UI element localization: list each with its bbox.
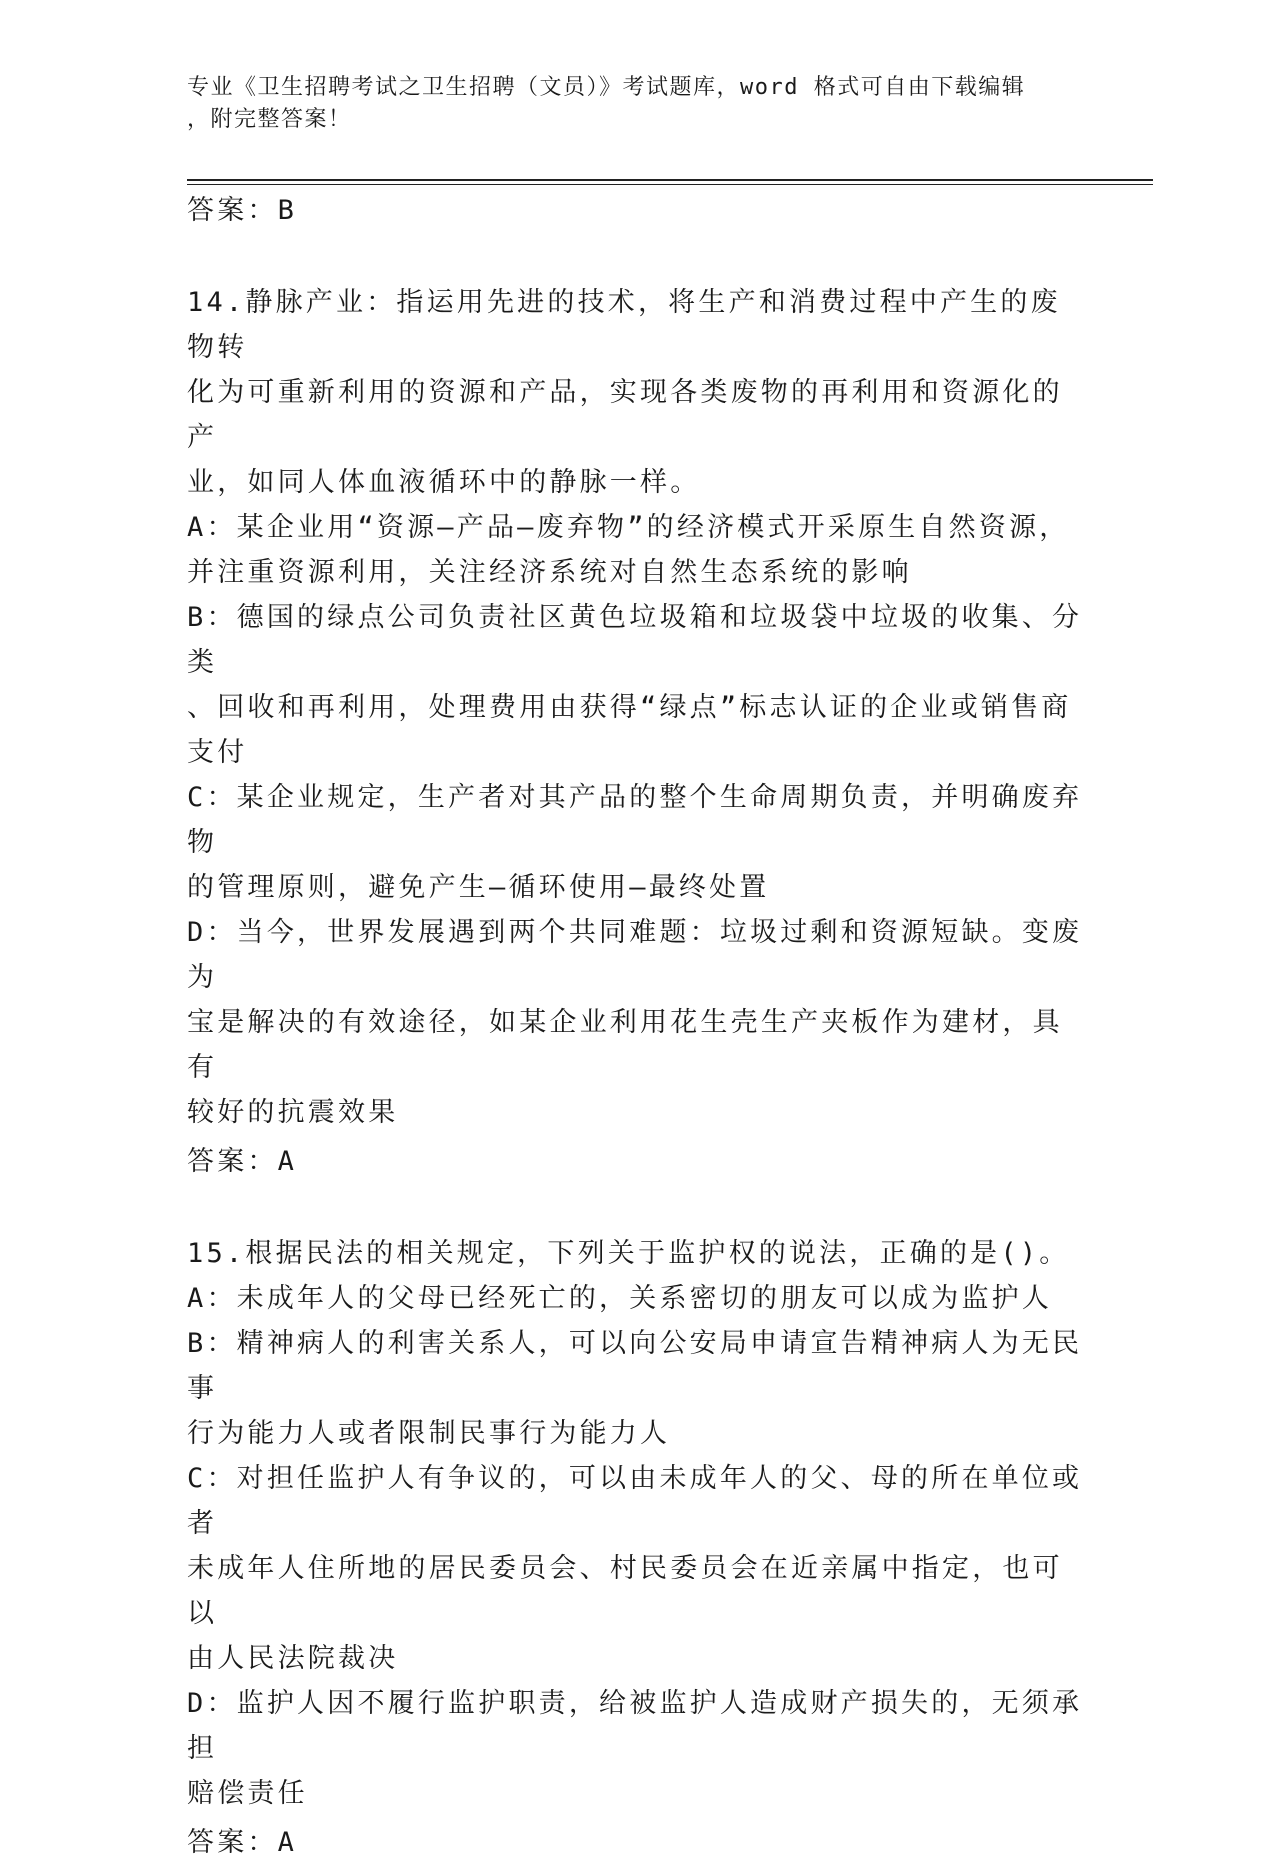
text-line: 宝是解决的有效途径，如某企业利用花生壳生产夹板作为建材，具有 (187, 1007, 1063, 1083)
document-header (187, 72, 1087, 136)
question-14-option-c (187, 775, 1087, 910)
question-14-option-a (187, 505, 1087, 595)
text-line: B：德国的绿点公司负责社区黄色垃圾箱和垃圾袋中垃圾的收集、分类 (187, 602, 1083, 678)
text-line: 15.根据民法的相关规定，下列关于监护权的说法，正确的是()。 (187, 1238, 1070, 1269)
text-line: 行为能力人或者限制民事行为能力人 (187, 1418, 671, 1449)
text-line: B：精神病人的利害关系人，可以向公安局申请宣告精神病人为无民事 (187, 1328, 1083, 1404)
text-line: 、回收和再利用，处理费用由获得“绿点”标志认证的企业或销售商 (187, 692, 1072, 723)
question-14-option-d (187, 910, 1087, 1135)
text-line: D：监护人因不履行监护职责，给被监护人造成财产损失的，无须承担 (187, 1688, 1083, 1764)
text-line: 的管理原则，避免产生—循环使用—最终处置 (187, 872, 770, 903)
answer-15: 答案：A (187, 1827, 298, 1858)
text-line: 由人民法院裁决 (187, 1643, 399, 1674)
question-15 (187, 1231, 1087, 1866)
header-line-2: ，附完整答案！ (187, 107, 352, 132)
text-line: 14.静脉产业：指运用先进的技术，将生产和消费过程中产生的废物转 (187, 287, 1061, 363)
question-14-stem (187, 280, 1087, 505)
question-15-option-a (187, 1276, 1087, 1321)
header-line-1: 专业《卫生招聘考试之卫生招聘（文员）》考试题库，word 格式可自由下载编辑 (187, 75, 1026, 100)
text-line: 较好的抗震效果 (187, 1097, 399, 1128)
header-rule-thick (187, 179, 1153, 181)
text-line: D：当今，世界发展遇到两个共同难题：垃圾过剩和资源短缺。变废为 (187, 917, 1083, 993)
question-15-stem (187, 1231, 1087, 1276)
question-15-option-b (187, 1321, 1087, 1456)
answer-14: 答案：A (187, 1146, 298, 1177)
text-line: 支付 (187, 737, 248, 768)
question-15-option-c (187, 1456, 1087, 1681)
text-line: A：未成年人的父母已经死亡的，关系密切的朋友可以成为监护人 (187, 1283, 1053, 1314)
text-line: 化为可重新利用的资源和产品，实现各类废物的再利用和资源化的产 (187, 377, 1063, 453)
text-line: 业，如同人体血液循环中的静脉一样。 (187, 467, 701, 498)
text-line: A：某企业用“资源—产品—废弃物”的经济模式开采原生自然资源， (187, 512, 1070, 543)
text-line: C：某企业规定，生产者对其产品的整个生命周期负责，并明确废弃物 (187, 782, 1083, 858)
question-14-option-b (187, 595, 1087, 775)
document-body (187, 188, 1087, 1866)
text-line: C：对担任监护人有争议的，可以由未成年人的父、母的所在单位或者 (187, 1463, 1083, 1539)
text-line: 并注重资源利用，关注经济系统对自然生态系统的影响 (187, 557, 912, 588)
question-15-option-d (187, 1681, 1087, 1816)
text-line: 赔偿责任 (187, 1778, 308, 1809)
answer-13: 答案：B (187, 195, 298, 226)
question-14 (187, 280, 1087, 1185)
text-line: 未成年人住所地的居民委员会、村民委员会在近亲属中指定，也可以 (187, 1553, 1063, 1629)
header-rule-thin (187, 184, 1153, 185)
